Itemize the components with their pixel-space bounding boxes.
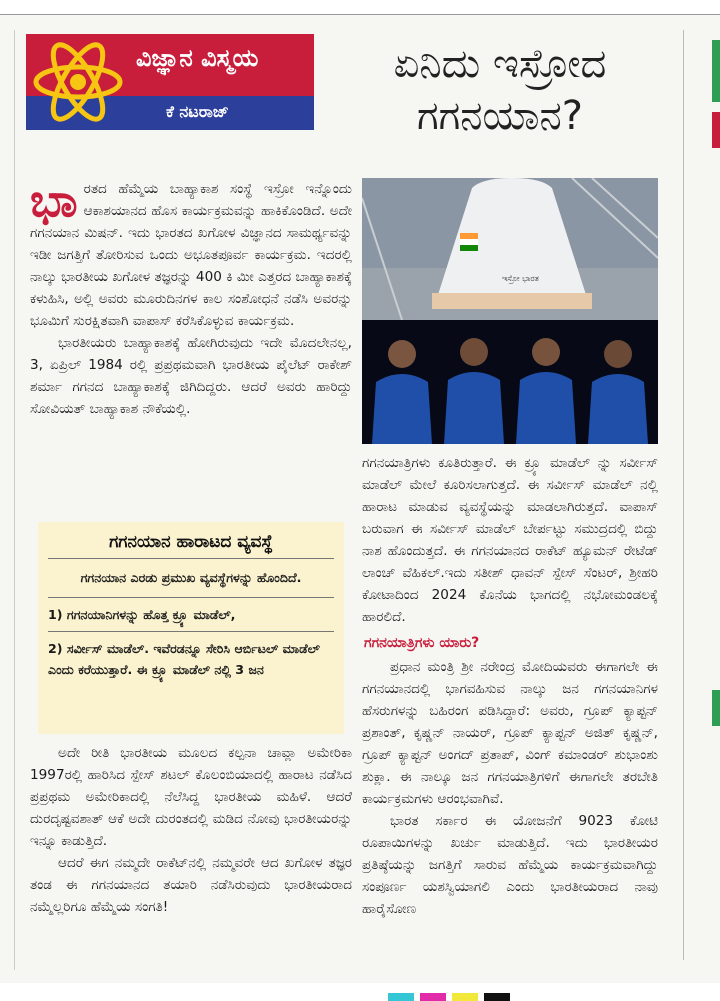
info-box: [38, 522, 344, 734]
headline-line-1: ಏನಿದು ಇಸ್ರೋದ: [393, 41, 607, 87]
edge-tab-red: [712, 112, 720, 148]
color-swatch-magenta: [420, 993, 446, 1001]
color-swatch-black: [484, 993, 510, 1001]
paragraph-history: ಭಾರತೀಯರು ಬಾಹ್ಯಾಕಾಶಕ್ಕೆ ಹೋಗಿರುವುದು ಇದೇ ಮೊದಲೇನಲ್ಲ, 3, ಏಪ್ರಿಲ್ 1984 ರಲ್ಲಿ ಪ್ರಪ್ರಥಮವಾಗಿ ಭಾರತೀಯ ಪೈಲೆಟ್ ರಾಕೇಶ್ ಶರ್ಮಾ ಗಗನದ ಬಾಹ್ಯಾಕಾಶಕ್ಕೆ ಜಿಗಿದಿದ್ದರು. ಆದರೆ ಅವರು ಹಾರಿದ್ದು ಸೋವಿಯತ್ ಬಾಹ್ಯಾಕಾಶ ನೌಕೆಯಲ್ಲಿ.: [30, 335, 352, 417]
info-box-item-1: 1) ಗಗನಯಾನಿಗಳನ್ನು ಹೊತ್ತ ಕ್ರ್ಯೂ ಮಾಡೆಲ್,: [48, 607, 236, 622]
capsule-photo: [362, 178, 658, 320]
edge-tab-green-lower: [712, 690, 720, 726]
left-margin-rule: [14, 30, 15, 970]
astronauts-illustration: [362, 320, 658, 444]
paragraph-intro-text: ರತದ ಹೆಮ್ಮೆಯ ಬಾಹ್ಯಾಕಾಶ ಸಂಸ್ಥೆ ಇಸ್ರೋ ಇನ್ನೊಂದು ಆಕಾಶಯಾನದ ಹೊಸ ಕಾರ್ಯಕ್ರಮವನ್ನು ಹಾಕಿಕೊಂಡಿದೆ. ಅದೇ ಗಗನಯಾನ ಮಿಷನ್. ಇದು ಭಾರತದ ಖಗೋಳ ವಿಜ್ಞಾನದ ಸಾಮರ್ಥ್ಯವನ್ನು ಇಡೀ ಜಗತ್ತಿಗೆ ತೋರಿಸುವ ಒಂದು ಅಭೂತಪೂರ್ವ ಕಾರ್ಯಕ್ರಮ. ಇದರಲ್ಲಿ ನಾಲ್ಕು ಭಾರತೀಯ ಖಗೋಳ ತಜ್ಞರನ್ನು 400 ಕಿ ಮೀ ಎತ್ತರದ ಬಾಹ್ಯಾಕಾಶಕ್ಕೆ ಕಳುಹಿಸಿ, ಅಲ್ಲಿ ಅವರು ಮೂರುದಿನಗಳ ಕಾಲ ಸಂಶೋಧನೆ ನಡೆಸಿ ಅವರನ್ನು ಭೂಮಿಗೆ ಸುರಕ್ಷಿತವಾಗಿ ವಾಪಾಸ್ ಕರೆಸಿಕೊಳ್ಳುವ ಕಾರ್ಯಕ್ರಮ.: [30, 181, 352, 329]
color-swatch-yellow: [452, 993, 478, 1001]
color-swatch-cyan: [388, 993, 414, 1001]
info-box-title: ಗಗನಯಾನ ಹಾರಾಟದ ವ್ಯವಸ್ಥೆ: [109, 532, 273, 552]
edge-tab-green: [712, 40, 720, 102]
right-column: [362, 452, 658, 920]
column-title: ವಿಜ್ಞಾನ ವಿಸ್ಮಯ: [136, 44, 259, 72]
astronauts-photo: [362, 320, 658, 444]
capsule-label: ಇಸ್ರೋ ಭಾರತ: [502, 274, 539, 283]
author-name: ಕೆ ನಟರಾಜ್: [166, 102, 229, 121]
left-column: [30, 173, 352, 420]
paragraph-budget: ಭಾರತ ಸರ್ಕಾರ ಈ ಯೋಜನೆಗೆ 9023 ಕೋಟಿ ರೂಪಾಯಿಗಳನ್ನು ಖರ್ಚು ಮಾಡುತ್ತಿದೆ. ಇದು ಭಾರತೀಯರ ಪ್ರತಿಷ್ಠೆಯನ್ನು ಜಗತ್ತಿಗೆ ಸಾರುವ ಹೆಮ್ಮೆಯ ಕಾರ್ಯಕ್ರಮವಾಗಿದ್ದು ಸಂಪೂರ್ಣ ಯಶಸ್ವಿಯಾಗಲಿ ಎಂದು ಭಾರತೀಯರಾದ ನಾವು ಹಾರೈಸೋಣ: [362, 813, 658, 917]
article-headline: [330, 38, 670, 142]
headline-line-2: ಗಗನಯಾನ?: [417, 93, 583, 139]
column-divider: [683, 30, 684, 960]
paragraph-kalpana: ಅದೇ ರೀತಿ ಭಾರತೀಯ ಮೂಲದ ಕಲ್ಪನಾ ಚಾವ್ಲಾ ಅಮೇರಿಕಾ 1997ರಲ್ಲಿ ಹಾರಿಸಿದ ಸ್ಪೇಸ್ ಶಟಲ್ ಕೊಲಂಬಿಯಾದಲ್ಲಿ ಹಾರಾಟ ನಡೆಸಿದ ಪ್ರಪ್ರಥಮ ಅಮೇರಿಕಾದಲ್ಲಿ ನೆಲೆಸಿದ್ದ ಭಾರತೀಯ ಮಹಿಳೆ. ಆದರೆ ದುರದೃಷ್ಟವಶಾತ್ ಆಕೆ ಅದೇ ದುರಂತದಲ್ಲಿ ಮಡಿದ ನೋವು ಭಾರತೀಯರನ್ನು ಇನ್ನೂ ಕಾಡುತ್ತಿದೆ.: [30, 745, 352, 849]
paragraph-pride: ಆದರೆ ಈಗ ನಮ್ಮದೇ ರಾಕೆಟ್‌ನಲ್ಲಿ ನಮ್ಮವರೇ ಆದ ಖಗೋಳ ತಜ್ಞರ ತಂಡ ಈ ಗಗನಯಾನದ ತಯಾರಿ ನಡೆಸಿರುವುದು ಭಾರತೀಯರಾದ ನಮ್ಮೆಲ್ಲರಿಗೂ ಹೆಮ್ಮೆಯ ಸಂಗತಿ!: [30, 855, 352, 915]
paragraph-crew-model: ಗಗನಯಾತ್ರಿಗಳು ಕೂತಿರುತ್ತಾರೆ. ಈ ಕ್ರ್ಯೂ ಮಾಡೆಲ್ ನ್ನು ಸರ್ವೀಸ್ ಮಾಡೆಲ್ ಮೇಲೆ ಕೂರಿಸಲಾಗುತ್ತದೆ. ಈ ಸರ್ವೀಸ್ ಮಾಡೆಲ್ ನಲ್ಲಿ ಹಾರಾಟ ಮಾಡುವ ವ್ಯವಸ್ಥೆಯನ್ನು ಮಾಡಲಾಗಿರುತ್ತದೆ. ವಾಪಾಸ್ ಬರುವಾಗ ಈ ಸರ್ವೀಸ್ ಮಾಡೆಲ್ ಬೇರ್ಪಟ್ಟು ಸಮುದ್ರದಲ್ಲಿ ಬಿದ್ದು ನಾಶ ಹೊಂದುತ್ತದೆ. ಈ ಗಗನಯಾನದ ರಾಕೆಟ್ ಹ್ಯೂಮನ್ ರೇಟೆಡ್ ಲಾಂಚ್ ವೆಹಿಕಲ್.ಇದು ಸತೀಶ್ ಧಾವನ್ ಸ್ಪೇಸ್ ಸೆಂಟರ್, ಶ್ರೀಹರಿ ಕೋಟಾದಿಂದ 2024 ಕೊನೆಯ ಭಾಗದಲ್ಲಿ ನಭೋಮಂಡಲಕ್ಕೆ ಹಾರಲಿದೆ.: [362, 455, 658, 625]
paragraph-astronauts: ಪ್ರಧಾನ ಮಂತ್ರಿ ಶ್ರೀ ನರೇಂದ್ರ ಮೋದಿಯವರು ಈಗಾಗಲೇ ಈ ಗಗನಯಾನದಲ್ಲಿ ಭಾಗವಹಿಸುವ ನಾಲ್ಕು ಜನ ಗಗನಯಾನಿಗಳ ಹೆಸರುಗಳನ್ನು ಬಹಿರಂಗ ಪಡಿಸಿದ್ದಾರೆ: ಅವರು, ಗ್ರೂಪ್ ಕ್ಯಾಪ್ಟನ್ ಪ್ರಶಾಂತ್, ಕೃಷ್ಣನ್ ನಾಯರ್, ಗ್ರೂಪ್ ಕ್ಯಾಪ್ಟನ್ ಅಜಿತ್ ಕೃಷ್ಣನ್, ಗ್ರೂಪ್ ಕ್ಯಾಪ್ಟನ್ ಅಂಗದ್ ಪ್ರತಾಪ್, ವಿಂಗ್ ಕಮಾಂಡರ್ ಶುಭಾಂಶು ಶುಕ್ಲಾ. ಈ ನಾಲ್ಕೂ ಜನ ಗಗನಯಾತ್ರಿಗಳಿಗೆ ಈಗಾಗಲೇ ತರಬೇತಿ ಕಾರ್ಯಕ್ರಮಗಳು ಆರಂಭವಾಗಿವೆ.: [362, 659, 658, 807]
bottom-page-strip: [0, 983, 720, 1001]
paragraph-intro: [30, 173, 352, 332]
subhead-astronauts: ಗಗನಯಾತ್ರಿಗಳು ಯಾರು?: [364, 635, 480, 651]
atom-icon: [32, 38, 124, 126]
info-box-intro: ಗಗನಯಾನ ಎರಡು ಪ್ರಮುಖ ವ್ಯವಸ್ಥೆಗಳನ್ನು ಹೊಂದಿದೆ.: [80, 570, 302, 585]
top-page-strip: [0, 0, 720, 15]
capsule-illustration: [362, 178, 658, 320]
info-box-item-2: 2) ಸರ್ವೀಸ್ ಮಾಡೆಲ್. ಇವೆರಡನ್ನೂ ಸೇರಿಸಿ ಆರ್ಬಿಟಲ್ ಮಾಡೆಲ್ ಎಂದು ಕರೆಯುತ್ತಾರೆ. ಈ ಕ್ರ್ಯೂ ಮಾಡೆಲ್ ನಲ್ಲಿ 3 ಜನ: [48, 641, 320, 677]
column-header: [26, 34, 314, 130]
drop-cap: ಭಾ: [30, 173, 78, 227]
left-column-lower: [30, 742, 352, 918]
